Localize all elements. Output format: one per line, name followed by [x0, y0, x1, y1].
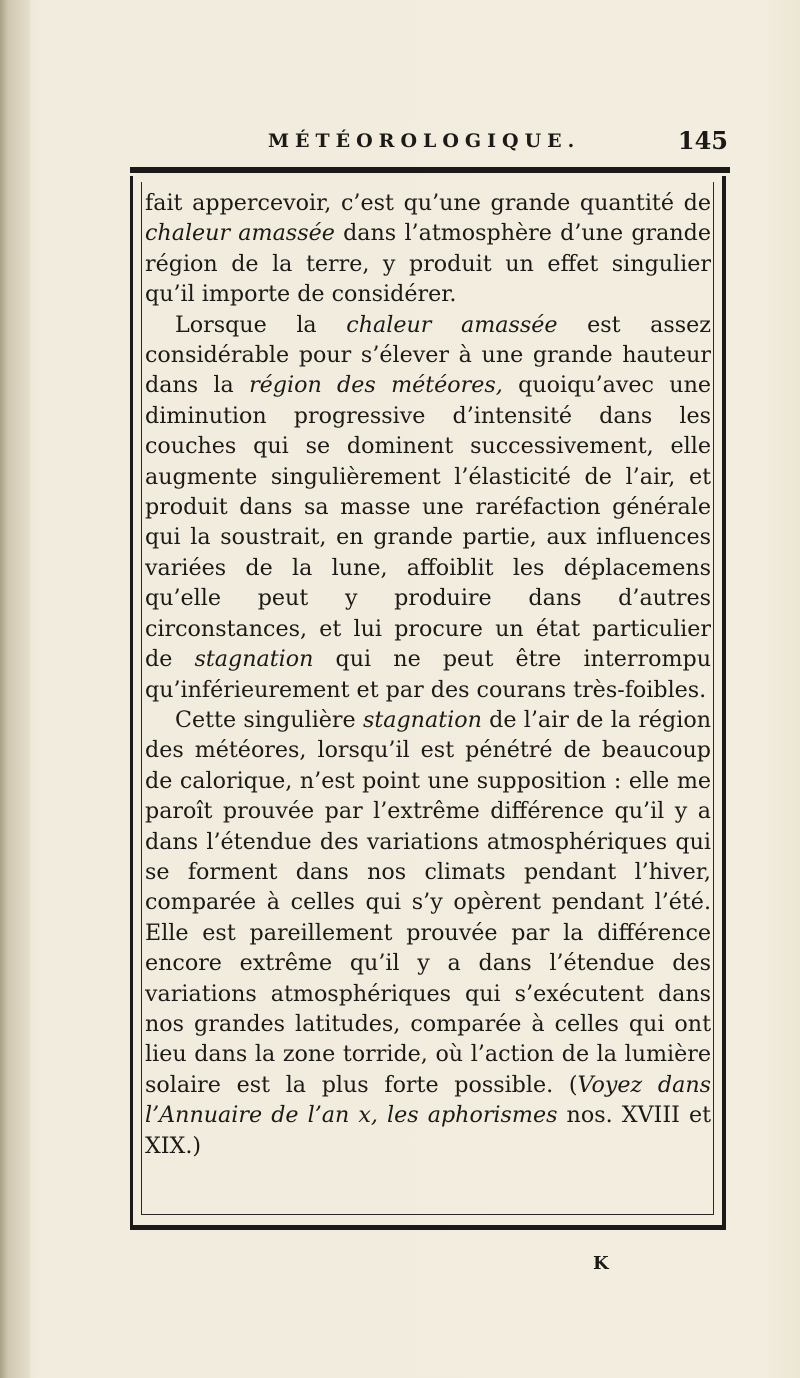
text-run: dans l’atmosphère d’une grande région de la terre, y produit un effet singulier qu’il importe de considérer.: [145, 220, 711, 308]
running-title: MÉTÉOROLOGIQUE.: [268, 130, 581, 152]
text-run: qui ne peut être interrompu qu’inférieurement et par des courans très-foibles.: [145, 646, 711, 703]
signature-mark: K: [593, 1253, 609, 1274]
text-run: fait appercevoir, c’est qu’une grande quantité de: [145, 190, 711, 216]
text-run: quoiqu’avec une diminution progressive d’intensité dans les couches qui se dominent successivement, elle augmente singulièrement l’élasticité de l’air, et produit dans sa masse une raréfaction générale qui la soustrait, en grande partie, aux influences variées de la lune, affoiblit les déplacemens qu’elle peut y produire dans d’autres circonstances, et lui procure un état particulier de: [145, 372, 711, 673]
text-run: nos. XVIII et XIX.): [145, 1102, 711, 1159]
italic-run: chaleur amassée: [145, 220, 335, 247]
body-text: [145, 188, 711, 1161]
italic-run: stagnation: [194, 646, 314, 673]
paragraph-3: [145, 705, 711, 1161]
text-run: Cette singulière: [175, 706, 363, 733]
paragraph-2: [145, 310, 711, 705]
page-number: 145: [677, 126, 728, 155]
paragraph-1: [145, 188, 711, 310]
text-run: de l’air de la région des météores, lorsqu’il est pénétré de beaucoup de calorique, n’est point une supposition : elle me paroît prouvée par l’extrême différence qu’il y a dans l’étendue des variations atmosphériques qui se forment dans nos climats pendant l’hiver, comparée à celles qui s’y opèrent pendant l’été. Elle est pareillement prouvée par la différence encore extrême qu’il y a dans l’étendue des variations atmosphériques qui s’exécutent dans nos grandes latitudes, comparée à celles qui ont lieu dans la zone torride, où l’action de la lumière solaire est la plus forte possible. (: [145, 706, 711, 1098]
top-rule: [130, 167, 730, 173]
italic-run: chaleur amassée: [346, 311, 558, 338]
italic-run: Voyez dans l’Annuaire de l’an x, les aphorismes: [145, 1071, 712, 1129]
text-run: est assez considérable pour s’élever à une grande hauteur dans la: [145, 311, 711, 399]
text-run: Lorsque la: [175, 311, 347, 338]
page-header: [268, 126, 738, 162]
italic-run: région des météores,: [249, 372, 503, 399]
italic-run: stagnation: [362, 706, 482, 733]
book-spine-shadow: [0, 0, 30, 1378]
